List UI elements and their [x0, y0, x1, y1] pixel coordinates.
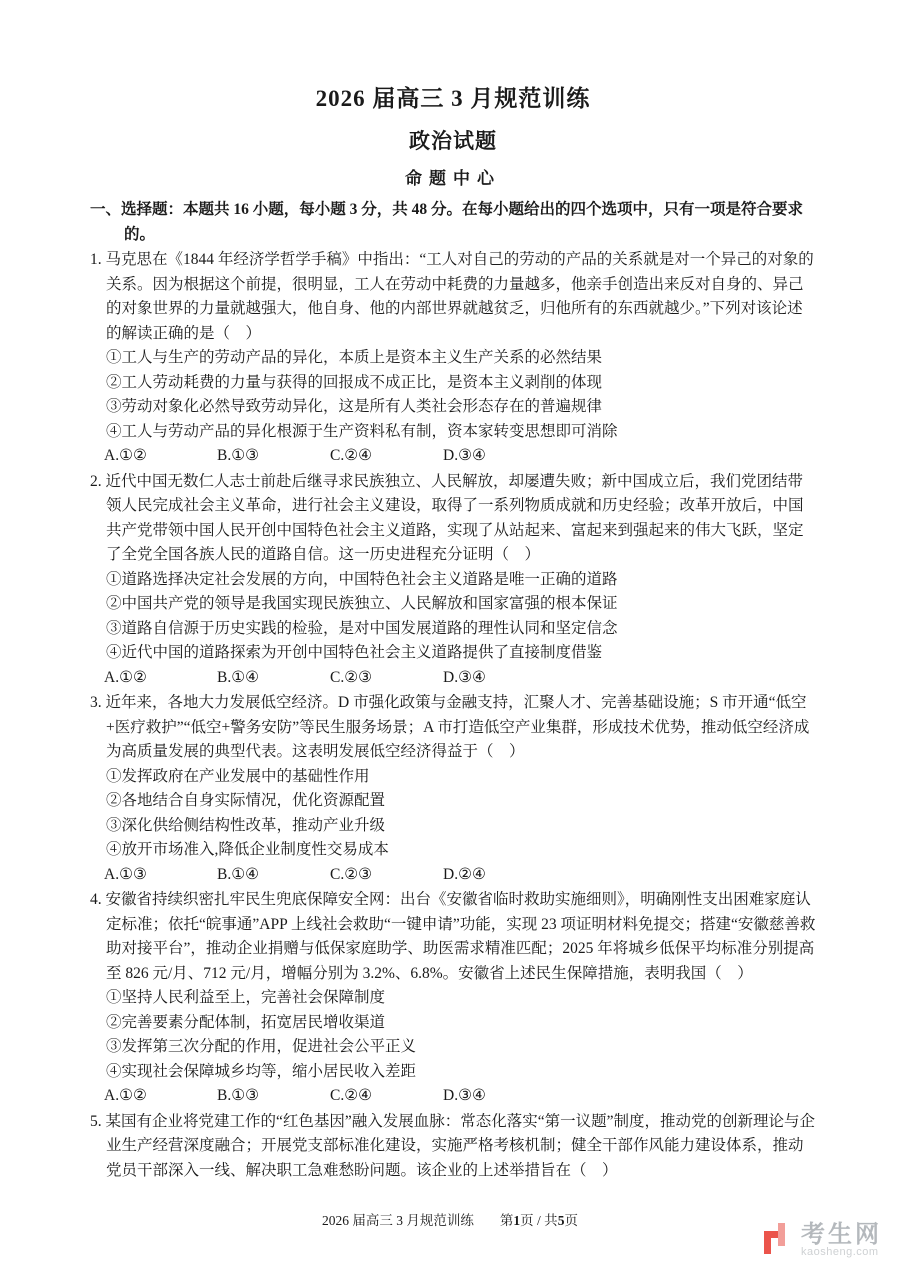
footer-page-indicator [500, 1213, 578, 1228]
answer-choice: B.①④ [217, 865, 260, 883]
answer-choice: D.③④ [443, 668, 486, 686]
answer-choice: C.②③ [330, 865, 373, 883]
answer-choice: B.①③ [217, 447, 260, 464]
answer-choices-row [90, 1084, 816, 1109]
answer-choice: C.②③ [330, 668, 373, 686]
question-statement: ②中国共产党的领导是我国实现民族独立、人民解放和国家富强的根本保证 [106, 595, 618, 612]
question-statement: ①坚持人民利益至上，完善社会保障制度 [106, 989, 386, 1006]
exam-subtitle: 政治试题 [409, 129, 497, 153]
watermark-brand: 考生网 [801, 1221, 882, 1249]
question-statement: ③道路自信源于历史实践的检验，是对中国发展道路的理性认同和坚定信念 [106, 619, 618, 637]
question-stem: 1. 马克思在《1844 年经济学哲学手稿》中指出：“工人对自己的劳动的产品的关系就是对一个异己的对象的关系。因为根据这个前提，很明显，工人在劳动中耗费的力量越多，他亲手创造出来反对自身的、异己的对象世界的力量就越强大，他自身、他的内部世界就越贫乏，归他所有的东西就越少。”下列对该论述的解读正确的是（ ） [90, 251, 814, 342]
questions-container [90, 248, 816, 1183]
question-5 [90, 1110, 816, 1184]
footer-page-number: 1 [513, 1213, 521, 1228]
footer-doc-title: 2026 届高三 3 月规范训练 [322, 1213, 474, 1228]
question-statement: ①发挥政府在产业发展中的基础性作用 [106, 767, 370, 785]
footer-page-label-pre: 第 [499, 1213, 514, 1228]
question-statement: ①工人与生产的劳动产品的异化，本质上是资本主义生产关系的必然结果 [106, 349, 603, 366]
question-statement: ②完善要素分配体制，拓宽居民增收渠道 [106, 1013, 386, 1031]
question-stem: 5. 某国有企业将党建工作的“红色基因”融入发展血脉：常态化落实“第一议题”制度，推动党的创新理论与企业生产经营深度融合；开展党支部标准化建设，实施严格考核机制；健全干部作风能力建设体系，推动党员干部深入一线、解决职工急难愁盼问题。该企业的上述举措旨在（ ） [90, 1112, 816, 1179]
question-statement: ②工人劳动耗费的力量与获得的回报成不成正比，是资本主义剥削的体现 [106, 373, 603, 391]
kaosheng-logo-icon [761, 1222, 793, 1259]
question-3 [90, 691, 816, 887]
exam-center-label: 命题中心 [405, 169, 501, 188]
answer-choices-row [90, 444, 816, 469]
question-statement: ④实现社会保障城乡均等，缩小居民收入差距 [106, 1062, 417, 1080]
footer-page-label-mid: 页 / 共 [520, 1213, 558, 1228]
question-statement: ④近代中国的道路探索为开创中国特色社会主义道路提供了直接制度借鉴 [106, 644, 603, 661]
answer-choice: A.①② [104, 447, 147, 464]
question-statement: ③发挥第三次分配的作用，促进社会公平正义 [106, 1038, 417, 1055]
question-stem: 3. 近年来，各地大力发展低空经济。D 市强化政策与金融支持，汇聚人才、完善基础设施；S 市开通“低空+医疗救护”“低空+警务安防”等民生服务场景；A 市打造低空产业集群，形成技术优势，推动低空经济成为高质量发展的典型代表。这表明发展低空经济得益于（ ） [90, 694, 810, 760]
answer-choice: C.②④ [330, 1087, 373, 1104]
answer-choice: D.③④ [443, 1087, 486, 1104]
answer-choice: B.①③ [217, 1087, 260, 1104]
question-statement: ③深化供给侧结构性改革，推动产业升级 [106, 816, 386, 834]
question-statement: ④工人与劳动产品的异化根源于生产资料私有制，资本家转变思想即可消除 [106, 422, 618, 440]
answer-choices-row [90, 863, 816, 888]
footer-page-label-post: 页 [564, 1213, 578, 1228]
question-4 [90, 888, 816, 1109]
answer-choice: A.①② [104, 1087, 147, 1104]
section-header: 一、选择题：本题共 16 小题，每小题 3 分，共 48 分。在每小题给出的四个选项中，只有一项是符合要求的。 [90, 201, 804, 243]
answer-choice: B.①④ [217, 668, 260, 686]
answer-choice: D.③④ [443, 447, 486, 464]
answer-choice: C.②④ [330, 447, 373, 464]
question-statement: ③劳动对象化必然导致劳动异化，这是所有人类社会形态存在的普遍规律 [106, 398, 603, 415]
answer-choice: A.①② [104, 668, 147, 686]
answer-choices-row [90, 666, 816, 691]
exam-title: 2026 届高三 3 月规范训练 [315, 86, 591, 111]
watermark-domain: kaosheng.com [801, 1246, 879, 1259]
question-statement: ①道路选择决定社会发展的方向，中国特色社会主义道路是唯一正确的道路 [106, 570, 618, 588]
question-statement: ②各地结合自身实际情况，优化资源配置 [106, 792, 386, 809]
question-2 [90, 470, 816, 691]
footer-page-total: 5 [557, 1213, 565, 1228]
question-stem: 2. 近代中国无数仁人志士前赴后继寻求民族独立、人民解放，却屡遭失败；新中国成立后，我们党团结带领人民完成社会主义革命，进行社会主义建设，取得了一系列物质成就和历史经验；改革开放后，中国共产党带领中国人民开创中国特色社会主义道路，实现了从站起来、富起来到强起来的伟大飞跃，坚定了全党全国各族人民的道路自信。这一历史进程充分证明（ ） [90, 472, 804, 563]
question-stem: 4. 安徽省持续织密扎牢民生兜底保障安全网：出台《安徽省临时救助实施细则》，明确刚性支出困难家庭认定标准；依托“皖事通”APP 上线社会救助“一键申请”功能，实现 23 项证明材料免提交；搭建“安徽慈善救助对接平台”，推动企业捐赠与低保家庭助学、助医需求精准匹配；2025 年将城乡低保平均标准分别提高至 826 元/月、712 元/月，增幅分别为 3.2%、6.8%。安徽省上述民生保障措施，表明我国（ ） [90, 891, 816, 982]
answer-choice: A.①③ [104, 865, 147, 883]
answer-choice: D.②④ [443, 865, 486, 883]
question-1 [90, 248, 816, 469]
kaosheng-watermark [761, 1222, 882, 1259]
watermark-text [801, 1222, 882, 1259]
question-statement: ④放开市场准入,降低企业制度性交易成本 [106, 841, 389, 858]
